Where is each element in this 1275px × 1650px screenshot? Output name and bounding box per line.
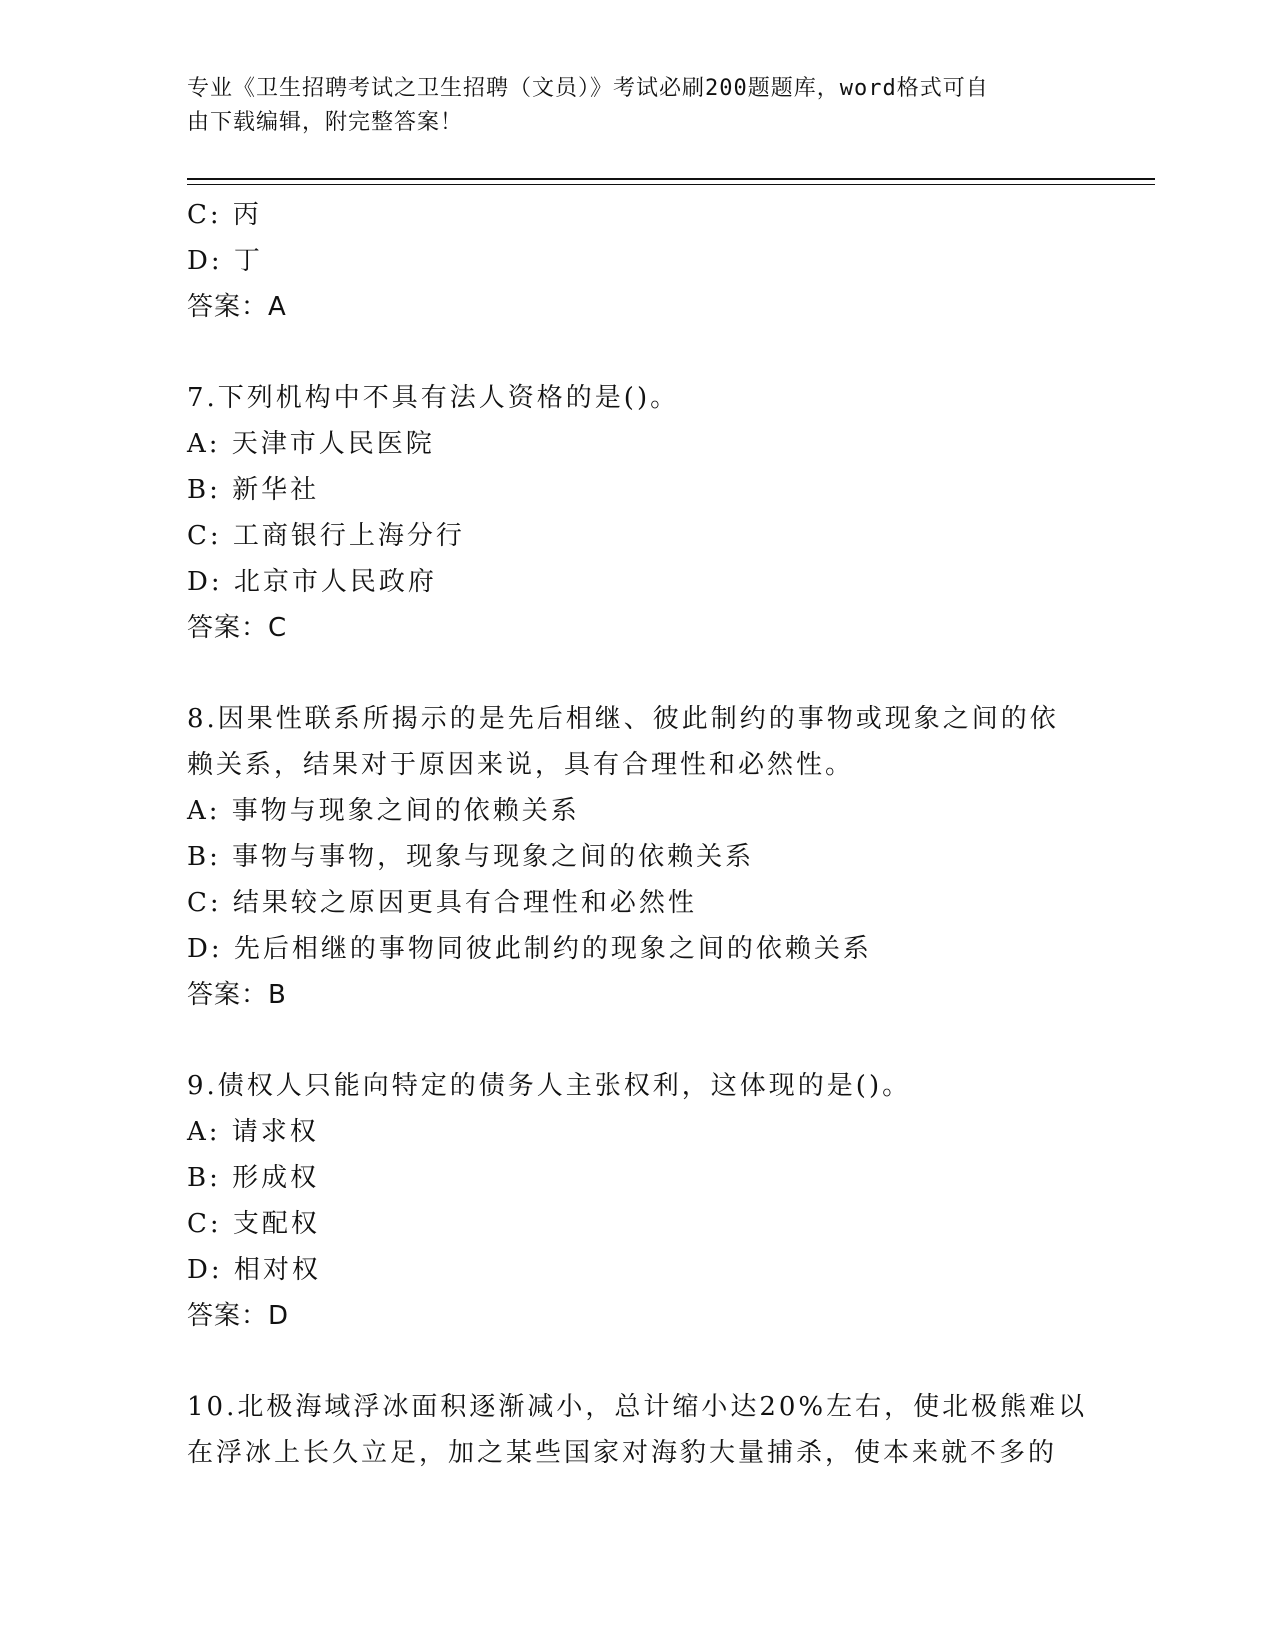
option-a: A: 请求权 — [187, 1117, 319, 1147]
question-8 — [187, 696, 1077, 1018]
question-10 — [187, 1384, 1088, 1476]
option-b: B: 新华社 — [187, 475, 320, 505]
option-c: C: 结果较之原因更具有合理性和必然性 — [187, 888, 697, 918]
question-9 — [187, 1063, 1077, 1339]
answer-line: 答案：B — [187, 980, 287, 1010]
option-c: C: 支配权 — [187, 1209, 320, 1239]
option-c: C: 丙 — [187, 200, 262, 230]
question-stem-line-1: 8.因果性联系所揭示的是先后相继、彼此制约的事物或现象之间的依 — [187, 704, 1059, 734]
spacer — [187, 330, 1077, 375]
spacer — [187, 1018, 1077, 1063]
spacer — [187, 651, 1077, 696]
option-d: D: 丁 — [187, 246, 263, 276]
header-divider-thick — [187, 178, 1155, 180]
header-line-1: 专业《卫生招聘考试之卫生招聘（文员）》考试必刷200题题库，word格式可自 — [187, 76, 989, 101]
question-stem-line-1: 10.北极海域浮冰面积逐渐减小，总计缩小达20%左右，使北极熊难以 — [187, 1392, 1088, 1422]
question-stem: 7.下列机构中不具有法人资格的是()。 — [187, 383, 680, 413]
question-7 — [187, 375, 1077, 651]
option-a: A: 事物与现象之间的依赖关系 — [187, 796, 580, 826]
answer-line: 答案：C — [187, 613, 288, 643]
question-list — [187, 192, 1088, 1476]
header-divider-thin — [187, 184, 1155, 185]
option-c: C: 工商银行上海分行 — [187, 521, 465, 551]
option-d: D: 相对权 — [187, 1255, 321, 1285]
answer-line: 答案：D — [187, 1301, 290, 1331]
question-6-tail — [187, 192, 1077, 330]
spacer — [187, 1339, 1077, 1384]
header-line-2: 由下载编辑，附完整答案！ — [187, 110, 464, 135]
question-stem-line-2: 赖关系，结果对于原因来说，具有合理性和必然性。 — [187, 750, 855, 780]
option-d: D: 先后相继的事物同彼此制约的现象之间的依赖关系 — [187, 934, 872, 964]
page-header — [187, 72, 1067, 140]
question-stem: 9.债权人只能向特定的债务人主张权利，这体现的是()。 — [187, 1071, 912, 1101]
option-a: A: 天津市人民医院 — [187, 429, 435, 459]
answer-line: 答案：A — [187, 292, 287, 322]
option-d: D: 北京市人民政府 — [187, 567, 437, 597]
question-stem-line-2: 在浮冰上长久立足，加之某些国家对海豹大量捕杀，使本来就不多的 — [187, 1438, 1058, 1468]
option-b: B: 形成权 — [187, 1163, 320, 1193]
option-b: B: 事物与事物，现象与现象之间的依赖关系 — [187, 842, 755, 872]
